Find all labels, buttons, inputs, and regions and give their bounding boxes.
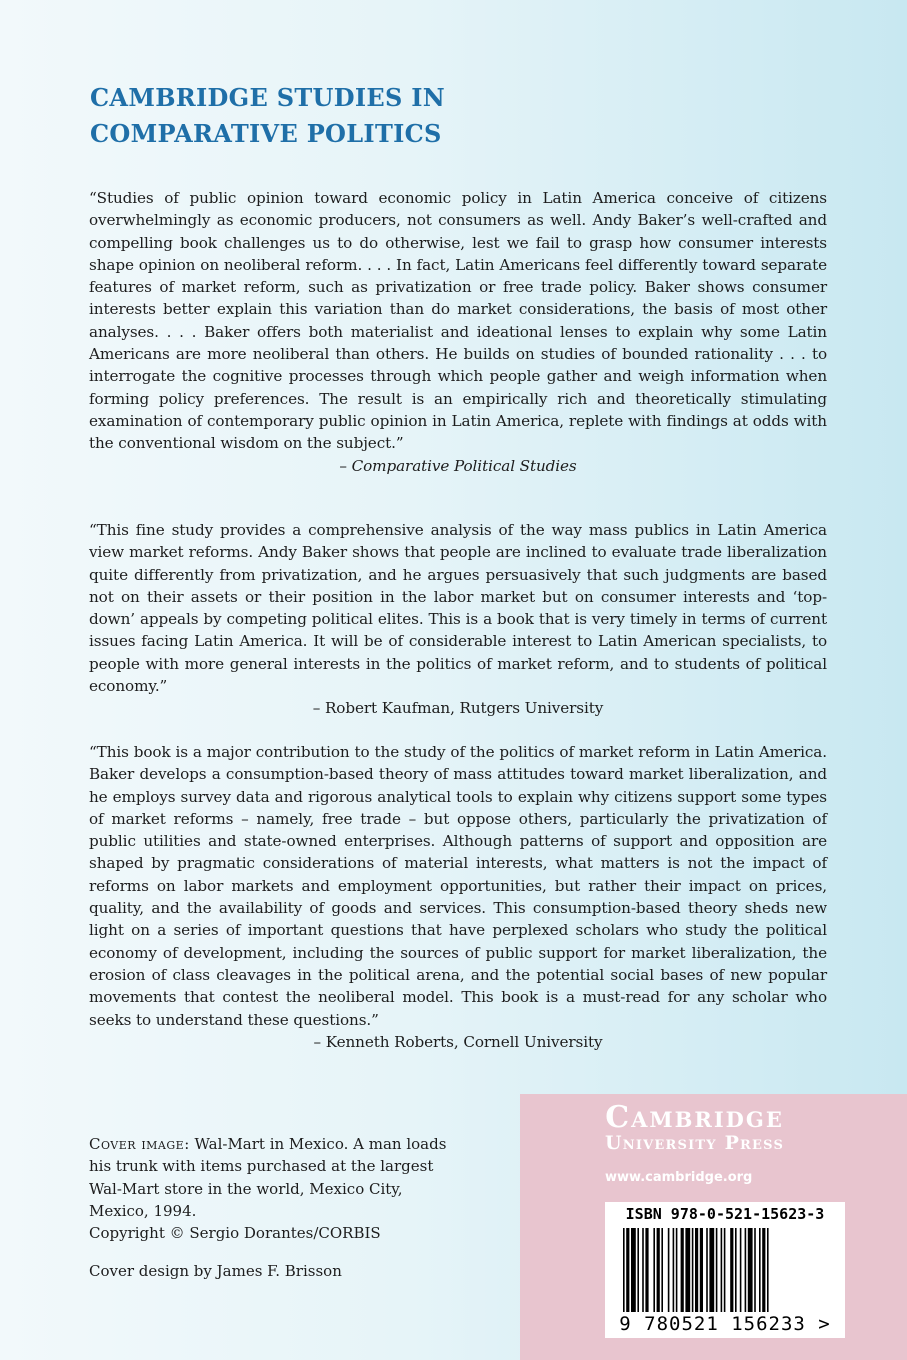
cover-image-copyright: Copyright © Sergio Dorantes/CORBIS bbox=[89, 1224, 381, 1243]
series-title-line-2: COMPARATIVE POLITICS bbox=[90, 119, 442, 148]
review-text: “Studies of public opinion toward economic policy in Latin America conceive of citizens overwhelmingly as economic producers, not consumers as well. Andy Baker’s well-crafted and compelling book challenges us to do otherwise, lest we fail to grasp how consumer interests shape opinion on neoliberal reform. . . . In fact, Latin Americans feel differently toward separate features of market reform, such as privatization or free trade policy. Baker shows consumer interests better explain this variation than do market considerations, the basis of most other analyses. . . . Baker offers both materialist and ideational lenses to explain why some Latin Americans are more neoliberal than others. He builds on studies of bounded rationality . . . to interrogate the cognitive processes through which people gather and weigh information when forming policy preferences. The result is an empirically rich and theoretically stimulating examination of contemporary public opinion in Latin America, replete with findings at odds with the conventional wisdom on the subject.” bbox=[89, 189, 827, 453]
review-kenneth-roberts bbox=[89, 741, 827, 1053]
publisher-name-line-1: Cambridge bbox=[605, 1100, 784, 1135]
attribution-source: Comparative Political Studies bbox=[351, 456, 577, 475]
publisher-logo bbox=[605, 1100, 785, 1154]
cover-design-credit: Cover design by James F. Brisson bbox=[89, 1262, 342, 1280]
publisher-url: www.cambridge.org bbox=[605, 1170, 753, 1185]
review-attribution bbox=[89, 455, 827, 477]
review-attribution: – Robert Kaufman, Rutgers University bbox=[312, 699, 604, 718]
series-title bbox=[90, 80, 690, 152]
series-title-line-1: CAMBRIDGE STUDIES IN bbox=[90, 83, 446, 112]
cover-image-caption: Wal-Mart in Mexico. A man loads his trunk with items purchased at the largest Wal-Mart store in the world, Mexico City, Mexico, 1994. bbox=[89, 1135, 447, 1220]
publisher-name-line-2: University Press bbox=[605, 1132, 785, 1154]
publisher-box bbox=[520, 1094, 907, 1360]
review-text: “This fine study provides a comprehensive analysis of the way mass publics in Latin America view market reforms. Andy Baker shows that people are inclined to evaluate trade liberalization quite differently from privatization, and he argues persuasively that such judgments are based not on their assets or their position in the labor market but on consumer interests and ‘top-down’ appeals by competing political elites. This is a book that is very timely in terms of current issues facing Latin America. It will be of considerable interest to Latin American specialists, to people with more general interests in the politics of market reform, and to students of political economy.” bbox=[89, 521, 827, 696]
review-text: “This book is a major contribution to the study of the politics of market reform in Latin America. Baker develops a consumption-based theory of mass attitudes toward market liberalization, and he employs survey data and rigorous analytical tools to explain why citizens support some types of market reforms – namely, free trade – but oppose others, particularly the privatization of public utilities and state-owned enterprises. Although patterns of support and opposition are shaped by pragmatic considerations of material interests, what matters is not the impact of reforms on labor markets and employment opportunities, but rather their impact on prices, quality, and the availability of goods and services. This consumption-based theory sheds new light on a series of important questions that have perplexed scholars who study the political economy of development, including the sources of public support for market liberalization, the erosion of class cleavages in the political arena, and the potential social bases of new popular movements that contest the neoliberal model. This book is a must-read for any scholar who seeks to understand these questions.” bbox=[89, 743, 827, 1029]
review-robert-kaufman bbox=[89, 519, 827, 720]
isbn-label: ISBN 978-0-521-15623-3 bbox=[625, 1205, 825, 1223]
review-attribution: – Kenneth Roberts, Cornell University bbox=[313, 1032, 603, 1051]
barcode-digits: 9 780521 156233 > bbox=[619, 1313, 831, 1335]
review-comparative-political-studies bbox=[89, 187, 827, 477]
barcode-panel bbox=[605, 1202, 845, 1338]
cover-image-credit bbox=[89, 1133, 449, 1244]
attribution-dash: – bbox=[339, 456, 352, 475]
barcode-icon bbox=[623, 1228, 827, 1312]
cover-image-label: Cover image: bbox=[89, 1135, 190, 1153]
